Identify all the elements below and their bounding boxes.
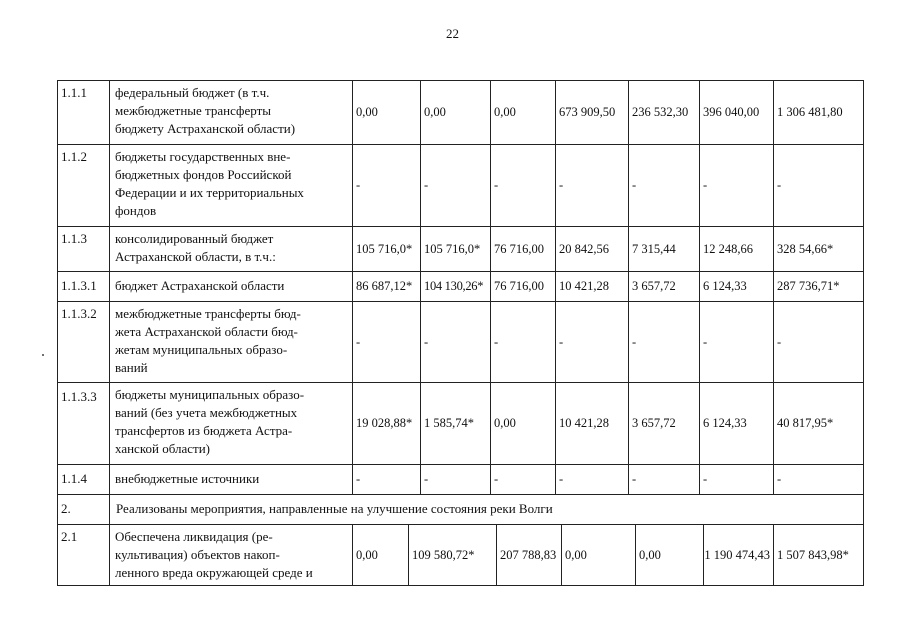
table-rule [57, 494, 864, 495]
value-cell: - [700, 301, 774, 382]
desc-line: Астраханской области, в т.ч.: [115, 249, 276, 264]
value-cell: - [777, 472, 782, 486]
value-cell: 19 028,88* [353, 382, 421, 464]
row-description [110, 80, 353, 144]
table-border-left [57, 80, 58, 585]
value-cell: - [353, 464, 421, 494]
value-cell: 1 190 474,43 [704, 524, 774, 585]
desc-line: жета Астраханской области бюд- [115, 324, 298, 339]
value-cell: 10 421,28 [556, 271, 629, 301]
row-id: 1.1.4 [57, 464, 110, 494]
table-row [57, 271, 864, 301]
row-description [110, 524, 353, 585]
value-cell: 76 716,00 [491, 271, 556, 301]
value-cell: - [700, 464, 774, 494]
table-row [57, 301, 864, 382]
value-cell: 207 788,83 [497, 524, 562, 585]
value-cell: 86 687,12* [353, 271, 421, 301]
desc-line: культивация) объектов накоп- [115, 547, 280, 562]
table-rule [57, 382, 864, 383]
value-cell: 236 532,30 [629, 80, 700, 144]
table-row [57, 226, 864, 271]
value-cell: 3 657,72 [629, 382, 700, 464]
table-row [57, 464, 864, 494]
value-cell: 0,00 [421, 80, 491, 144]
value-cell: 0,00 [491, 80, 556, 144]
row-id: 2.1 [57, 524, 110, 585]
desc-line: ленного вреда окружающей среде и [115, 565, 313, 580]
value-cell: - [629, 464, 700, 494]
row-id: 2. [57, 494, 110, 524]
value-cell: - [353, 144, 421, 226]
row-id: 1.1.3 [57, 226, 110, 271]
table-rule [57, 585, 864, 586]
page-number: 22 [446, 26, 459, 41]
row-id: 1.1.1 [57, 80, 110, 144]
value-cell: - [421, 464, 491, 494]
value-cell: - [353, 301, 421, 382]
row-id: 1.1.3.3 [57, 382, 110, 464]
row-description [110, 271, 353, 301]
table-row [57, 524, 864, 585]
value-cell: 40 817,95* [777, 416, 834, 430]
section-heading: Реализованы мероприятия, направленные на улучшение состояния реки Волги [116, 501, 553, 516]
value-cell: 287 736,71* [777, 279, 840, 293]
value-cell: 0,00 [636, 524, 704, 585]
desc-line: федеральный бюджет (в т.ч. [115, 85, 270, 100]
value-cell: 10 421,28 [556, 382, 629, 464]
value-cell: - [777, 178, 782, 192]
row-description [110, 382, 353, 464]
desc-line: бюджетных фондов Российской [115, 167, 292, 182]
value-cell: 12 248,66 [700, 226, 774, 271]
value-cell: 673 909,50 [556, 80, 629, 144]
value-cell: - [491, 301, 556, 382]
scan-artifact-dot [42, 354, 44, 356]
desc-line: межбюджетные трансферты [115, 103, 271, 118]
value-cell: 76 716,00 [491, 226, 556, 271]
table-row [57, 144, 864, 226]
value-cell: 1 306 481,80 [777, 105, 843, 119]
row-description [110, 301, 353, 382]
desc-line: ваний [115, 360, 148, 375]
desc-line: ханской области) [115, 441, 210, 456]
table-rule [57, 271, 864, 272]
value-cell: 328 54,66* [777, 241, 834, 256]
value-cell: 0,00 [353, 524, 409, 585]
value-cell: 6 124,33 [700, 271, 774, 301]
row-description [110, 464, 353, 494]
desc-line: трансфертов из бюджета Астра- [115, 423, 293, 438]
value-cell: - [491, 464, 556, 494]
desc-line: жетам муниципальных образо- [115, 342, 288, 357]
value-cell: 3 657,72 [629, 271, 700, 301]
table-row [57, 494, 864, 524]
table-rule [57, 226, 864, 227]
value-cell: 104 130,26* [421, 271, 491, 301]
desc-line: бюджеты государственных вне- [115, 149, 291, 164]
value-cell: 109 580,72* [409, 524, 497, 585]
table-rule [57, 144, 864, 145]
value-cell: - [556, 301, 629, 382]
desc-line: бюджеты муниципальных образо- [115, 387, 305, 402]
row-id: 1.1.3.1 [57, 271, 110, 301]
table-border-right [863, 80, 864, 585]
value-cell: - [556, 464, 629, 494]
value-cell: 105 716,0* [421, 226, 491, 271]
row-description [110, 226, 353, 271]
value-cell: - [700, 144, 774, 226]
value-cell: - [629, 301, 700, 382]
desc-line: консолидированный бюджет [115, 231, 274, 246]
value-cell: - [421, 301, 491, 382]
row-id: 1.1.3.2 [57, 301, 110, 382]
value-cell: 105 716,0* [353, 226, 421, 271]
table-rule [57, 464, 864, 465]
value-cell: 0,00 [491, 382, 556, 464]
desc-line: внебюджетные источники [115, 471, 260, 486]
value-cell: 6 124,33 [700, 382, 774, 464]
table-row [57, 382, 864, 464]
row-id: 1.1.2 [57, 144, 110, 226]
desc-line: ваний (без учета межбюджетных [115, 405, 298, 420]
value-cell: 0,00 [562, 524, 636, 585]
desc-line: бюджет Астраханской области [115, 278, 285, 293]
value-cell: - [777, 334, 782, 349]
value-cell: 396 040,00 [700, 80, 774, 144]
desc-line: межбюджетные трансферты бюд- [115, 306, 301, 321]
desc-line: Обеспечена ликвидация (ре- [115, 529, 273, 544]
table-rule [57, 524, 864, 525]
desc-line: бюджету Астраханской области) [115, 121, 296, 136]
desc-line: фондов [115, 203, 157, 218]
value-cell: 1 507 843,98* [777, 547, 849, 562]
table-rule [57, 301, 864, 302]
value-cell: 1 585,74* [421, 382, 491, 464]
value-cell: 0,00 [353, 80, 421, 144]
value-cell: 7 315,44 [629, 226, 700, 271]
table-row [57, 80, 864, 144]
row-description [110, 144, 353, 226]
table-rule [57, 80, 864, 81]
desc-line: Федерации и их территориальных [115, 185, 304, 200]
value-cell: - [556, 144, 629, 226]
value-cell: - [629, 144, 700, 226]
value-cell: - [491, 144, 556, 226]
value-cell: - [421, 144, 491, 226]
value-cell: 20 842,56 [556, 226, 629, 271]
